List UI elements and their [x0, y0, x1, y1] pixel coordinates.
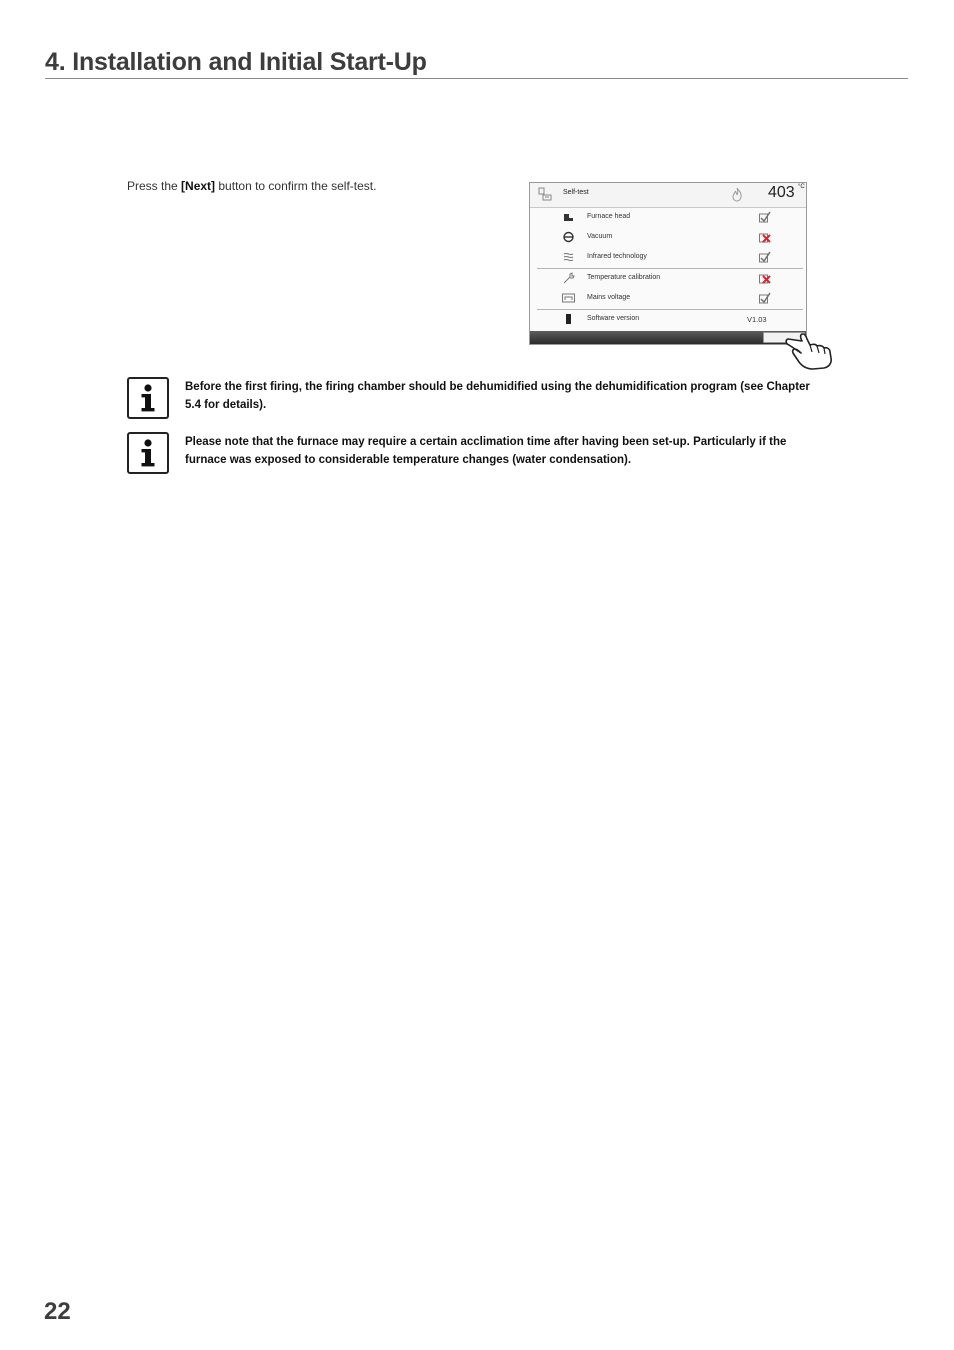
- fail-icon: [758, 230, 772, 244]
- infrared-icon: [562, 251, 575, 263]
- info-glyph: [129, 379, 167, 417]
- chip-icon: [562, 313, 575, 325]
- next-button-reference: [Next]: [181, 179, 216, 193]
- row-label: Furnace head: [587, 213, 631, 220]
- self-test-row-mains-voltage: [530, 288, 806, 308]
- self-test-row-furnace-head: [530, 207, 806, 227]
- row-label: Mains voltage: [587, 294, 631, 301]
- device-screenshot: [529, 182, 807, 345]
- instruction-prefix: Press the: [127, 179, 182, 193]
- info-icon: [127, 377, 169, 419]
- row-label: Software version: [587, 315, 640, 322]
- mains-voltage-icon: [562, 292, 575, 304]
- info-note-text: Before the first firing, the firing chamber should be dehumidified using the dehumidification program (see Chapter 5.4 for details).: [185, 381, 810, 411]
- furnace-head-icon: [562, 211, 575, 223]
- self-test-row-temperature-calibration: [530, 268, 806, 288]
- row-label: Vacuum: [587, 233, 613, 240]
- instruction-text: [127, 179, 376, 193]
- temperature-unit: °C: [798, 184, 805, 190]
- device-header-title: Self-test: [563, 189, 589, 196]
- check-icon: [758, 291, 772, 305]
- self-test-row-infrared: [530, 247, 806, 267]
- self-test-icon: [538, 187, 552, 201]
- page-title: 4. Installation and Initial Start-Up: [45, 48, 427, 76]
- wrench-icon: [562, 272, 575, 284]
- row-label: Infrared technology: [587, 253, 647, 260]
- instruction-suffix: button to confirm the self-test.: [215, 179, 377, 193]
- fail-icon: [758, 271, 772, 285]
- info-glyph: [129, 434, 167, 472]
- title-divider: [45, 78, 908, 79]
- self-test-row-vacuum: [530, 227, 806, 247]
- info-note-text: Please note that the furnace may require a certain acclimation time after having been set-up. Particularly if the furnace was exposed to considerable temperature changes (water condensation).: [185, 436, 787, 466]
- self-test-row-software-version: [530, 309, 806, 329]
- info-icon: [127, 432, 169, 474]
- flame-icon: [731, 187, 743, 202]
- check-icon: [758, 250, 772, 264]
- row-label: Temperature calibration: [587, 274, 661, 281]
- temperature-value: 403: [768, 184, 795, 201]
- software-version-value: V1.03: [747, 315, 767, 324]
- device-header: [530, 183, 806, 208]
- check-icon: [758, 210, 772, 224]
- page-number: 22: [44, 1298, 71, 1325]
- vacuum-icon: [562, 231, 575, 243]
- pointing-hand-icon: [780, 325, 840, 371]
